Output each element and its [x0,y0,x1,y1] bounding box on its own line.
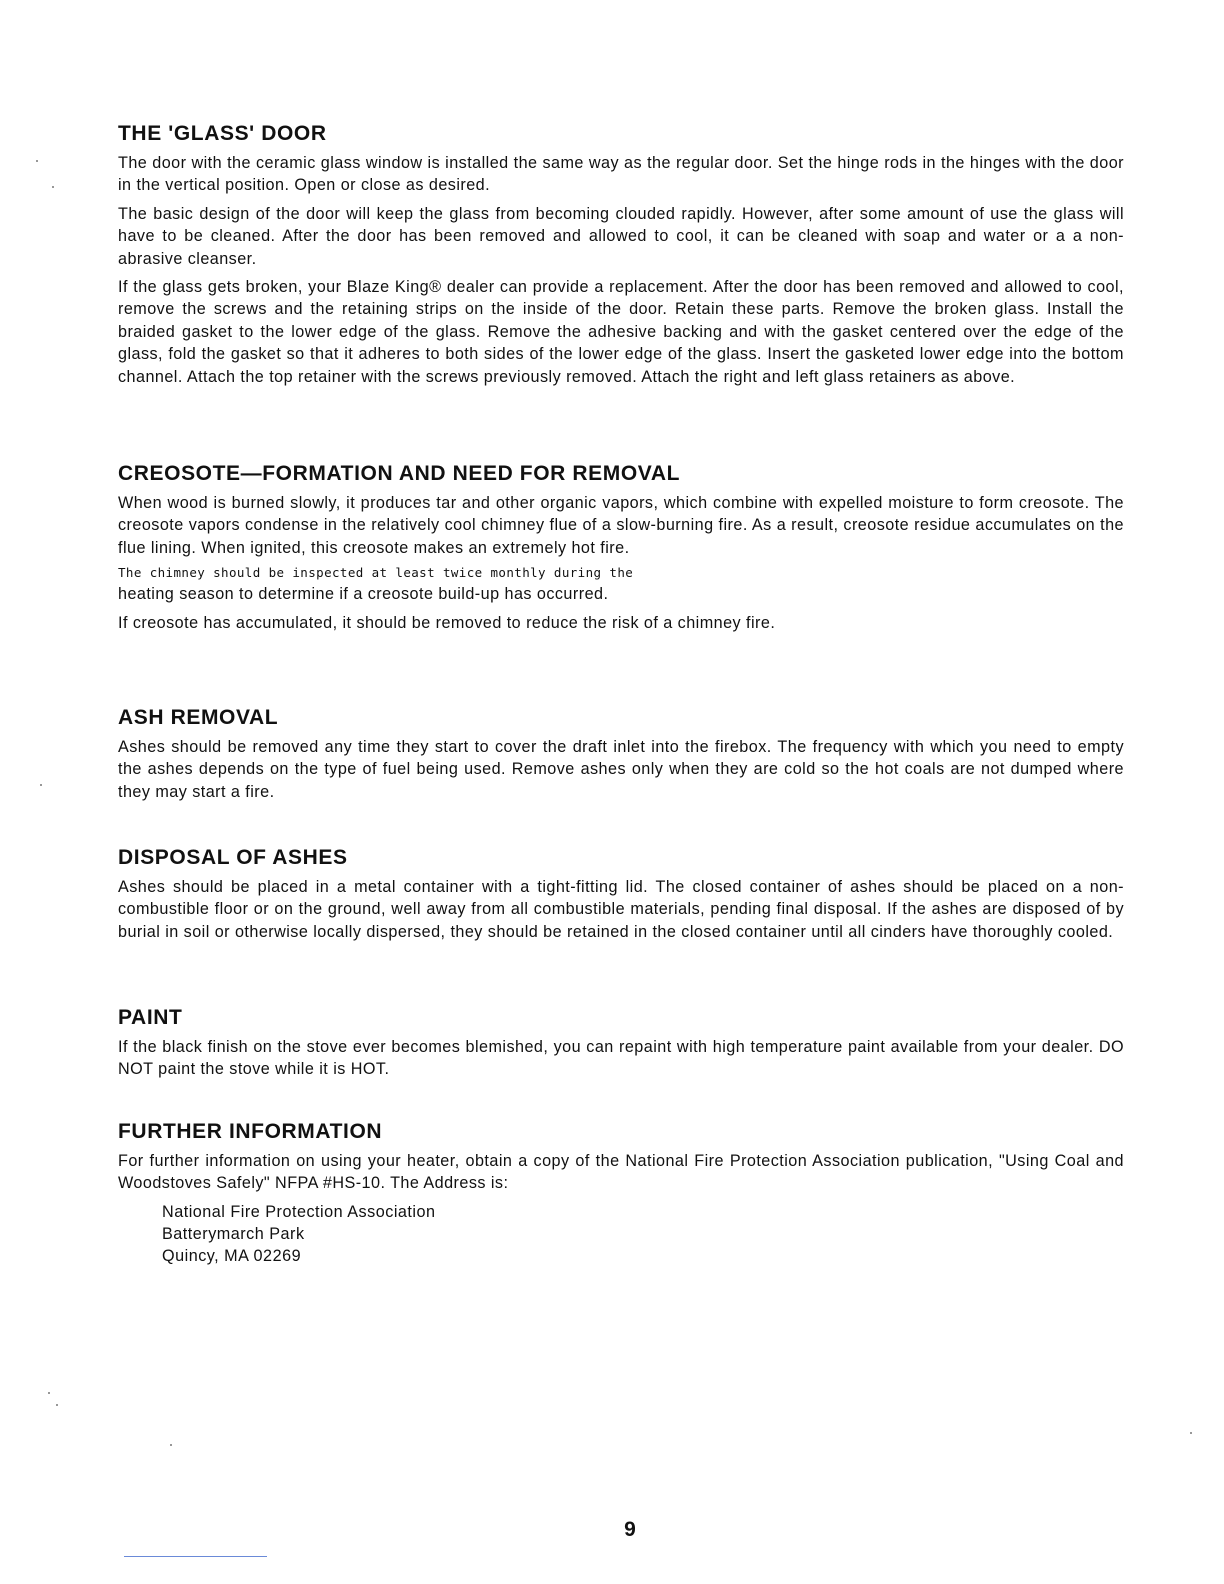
section-paint [118,1006,1124,1087]
paragraph: The door with the ceramic glass window is installed the same way as the regular door. Set the hinge rods in the hinges with the door in the vertical position. Open or close as desired. [118,154,1124,195]
page-number: 9 [624,1518,636,1541]
section-title: CREOSOTE—FORMATION AND NEED FOR REMOVAL [118,462,681,485]
address-block [162,1201,1124,1267]
paragraph: If creosote has accumulated, it should be removed to reduce the risk of a chimney fire. [118,613,776,632]
paragraph: Ashes should be removed any time they start to cover the draft inlet into the firebox. The frequency with which you need to empty the ashes depends on the type of fuel being used. Remove ashes only when they are cold so the hot coals are not dumped where they may start a fire. [118,738,1124,801]
scan-speck [36,160,38,162]
scan-speck [40,784,42,786]
typed-line: The chimney should be inspected at least twice monthly during the [118,565,634,581]
section-ash-removal [118,706,1124,809]
address-line: Quincy, MA 02269 [162,1246,302,1265]
paragraph: If the black finish on the stove ever becomes blemished, you can repaint with high temperature paint available from your dealer. DO NOT paint the stove while it is HOT. [118,1038,1124,1079]
address-line: National Fire Protection Association [162,1202,436,1221]
scan-speck [52,186,54,188]
scan-speck [170,1444,172,1446]
section-title: PAINT [118,1006,183,1029]
footer-rule [124,1556,267,1557]
paragraph: If the glass gets broken, your Blaze King® dealer can provide a replacement. After the door has been removed and allowed to cool, remove the screws and the retaining strips on the inside of the door. Retain these parts. Remove the broken glass. Install the braided gasket to the lower edge of the glass. Remove the adhesive backing and with the gasket centered over the edge of the glass, fold the gasket so that it adheres to both sides of the lower edge of the glass. Insert the gasketed lower edge into the bottom channel. Attach the top retainer with the screws previously removed. Attach the right and left glass retainers as above. [118,278,1124,386]
scan-speck [56,1404,58,1406]
section-title: ASH REMOVAL [118,706,279,729]
section-further-information [118,1120,1124,1267]
section-disposal-of-ashes [118,846,1124,949]
paragraph: Ashes should be placed in a metal container with a tight-fitting lid. The closed container of ashes should be placed on a non-combustible floor or on the ground, well away from all combustible materials, pending final disposal. If the ashes are disposed of by burial in soil or otherwise locally dispersed, they should be retained in the closed container until all cinders have thoroughly cooled. [118,878,1124,941]
section-title: DISPOSAL OF ASHES [118,846,348,869]
section-title: THE 'GLASS' DOOR [118,122,327,145]
paragraph: For further information on using your heater, obtain a copy of the National Fire Protection Association publication, "Using Coal and Woodstoves Safely" NFPA #HS-10. The Address is: [118,1152,1124,1193]
address-line: Batterymarch Park [162,1224,305,1243]
scan-speck [48,1392,50,1394]
scan-speck [1190,1432,1192,1434]
section-creosote [118,462,1124,640]
paragraph: heating season to determine if a creosote build-up has occurred. [118,585,609,604]
paragraph: The basic design of the door will keep the glass from becoming clouded rapidly. However, after some amount of use the glass will have to be cleaned. After the door has been removed and allowed to cool, it can be cleaned with soap and water or a a non-abrasive cleanser. [118,204,1124,268]
section-glass-door [118,122,1124,394]
section-title: FURTHER INFORMATION [118,1120,383,1143]
paragraph: When wood is burned slowly, it produces tar and other organic vapors, which combine with expelled moisture to form creosote. The creosote vapors condense in the relatively cool chimney flue of a slow-burning fire. As a result, creosote residue accumulates on the flue lining. When ignited, this creosote makes an extremely hot fire. [118,494,1124,557]
